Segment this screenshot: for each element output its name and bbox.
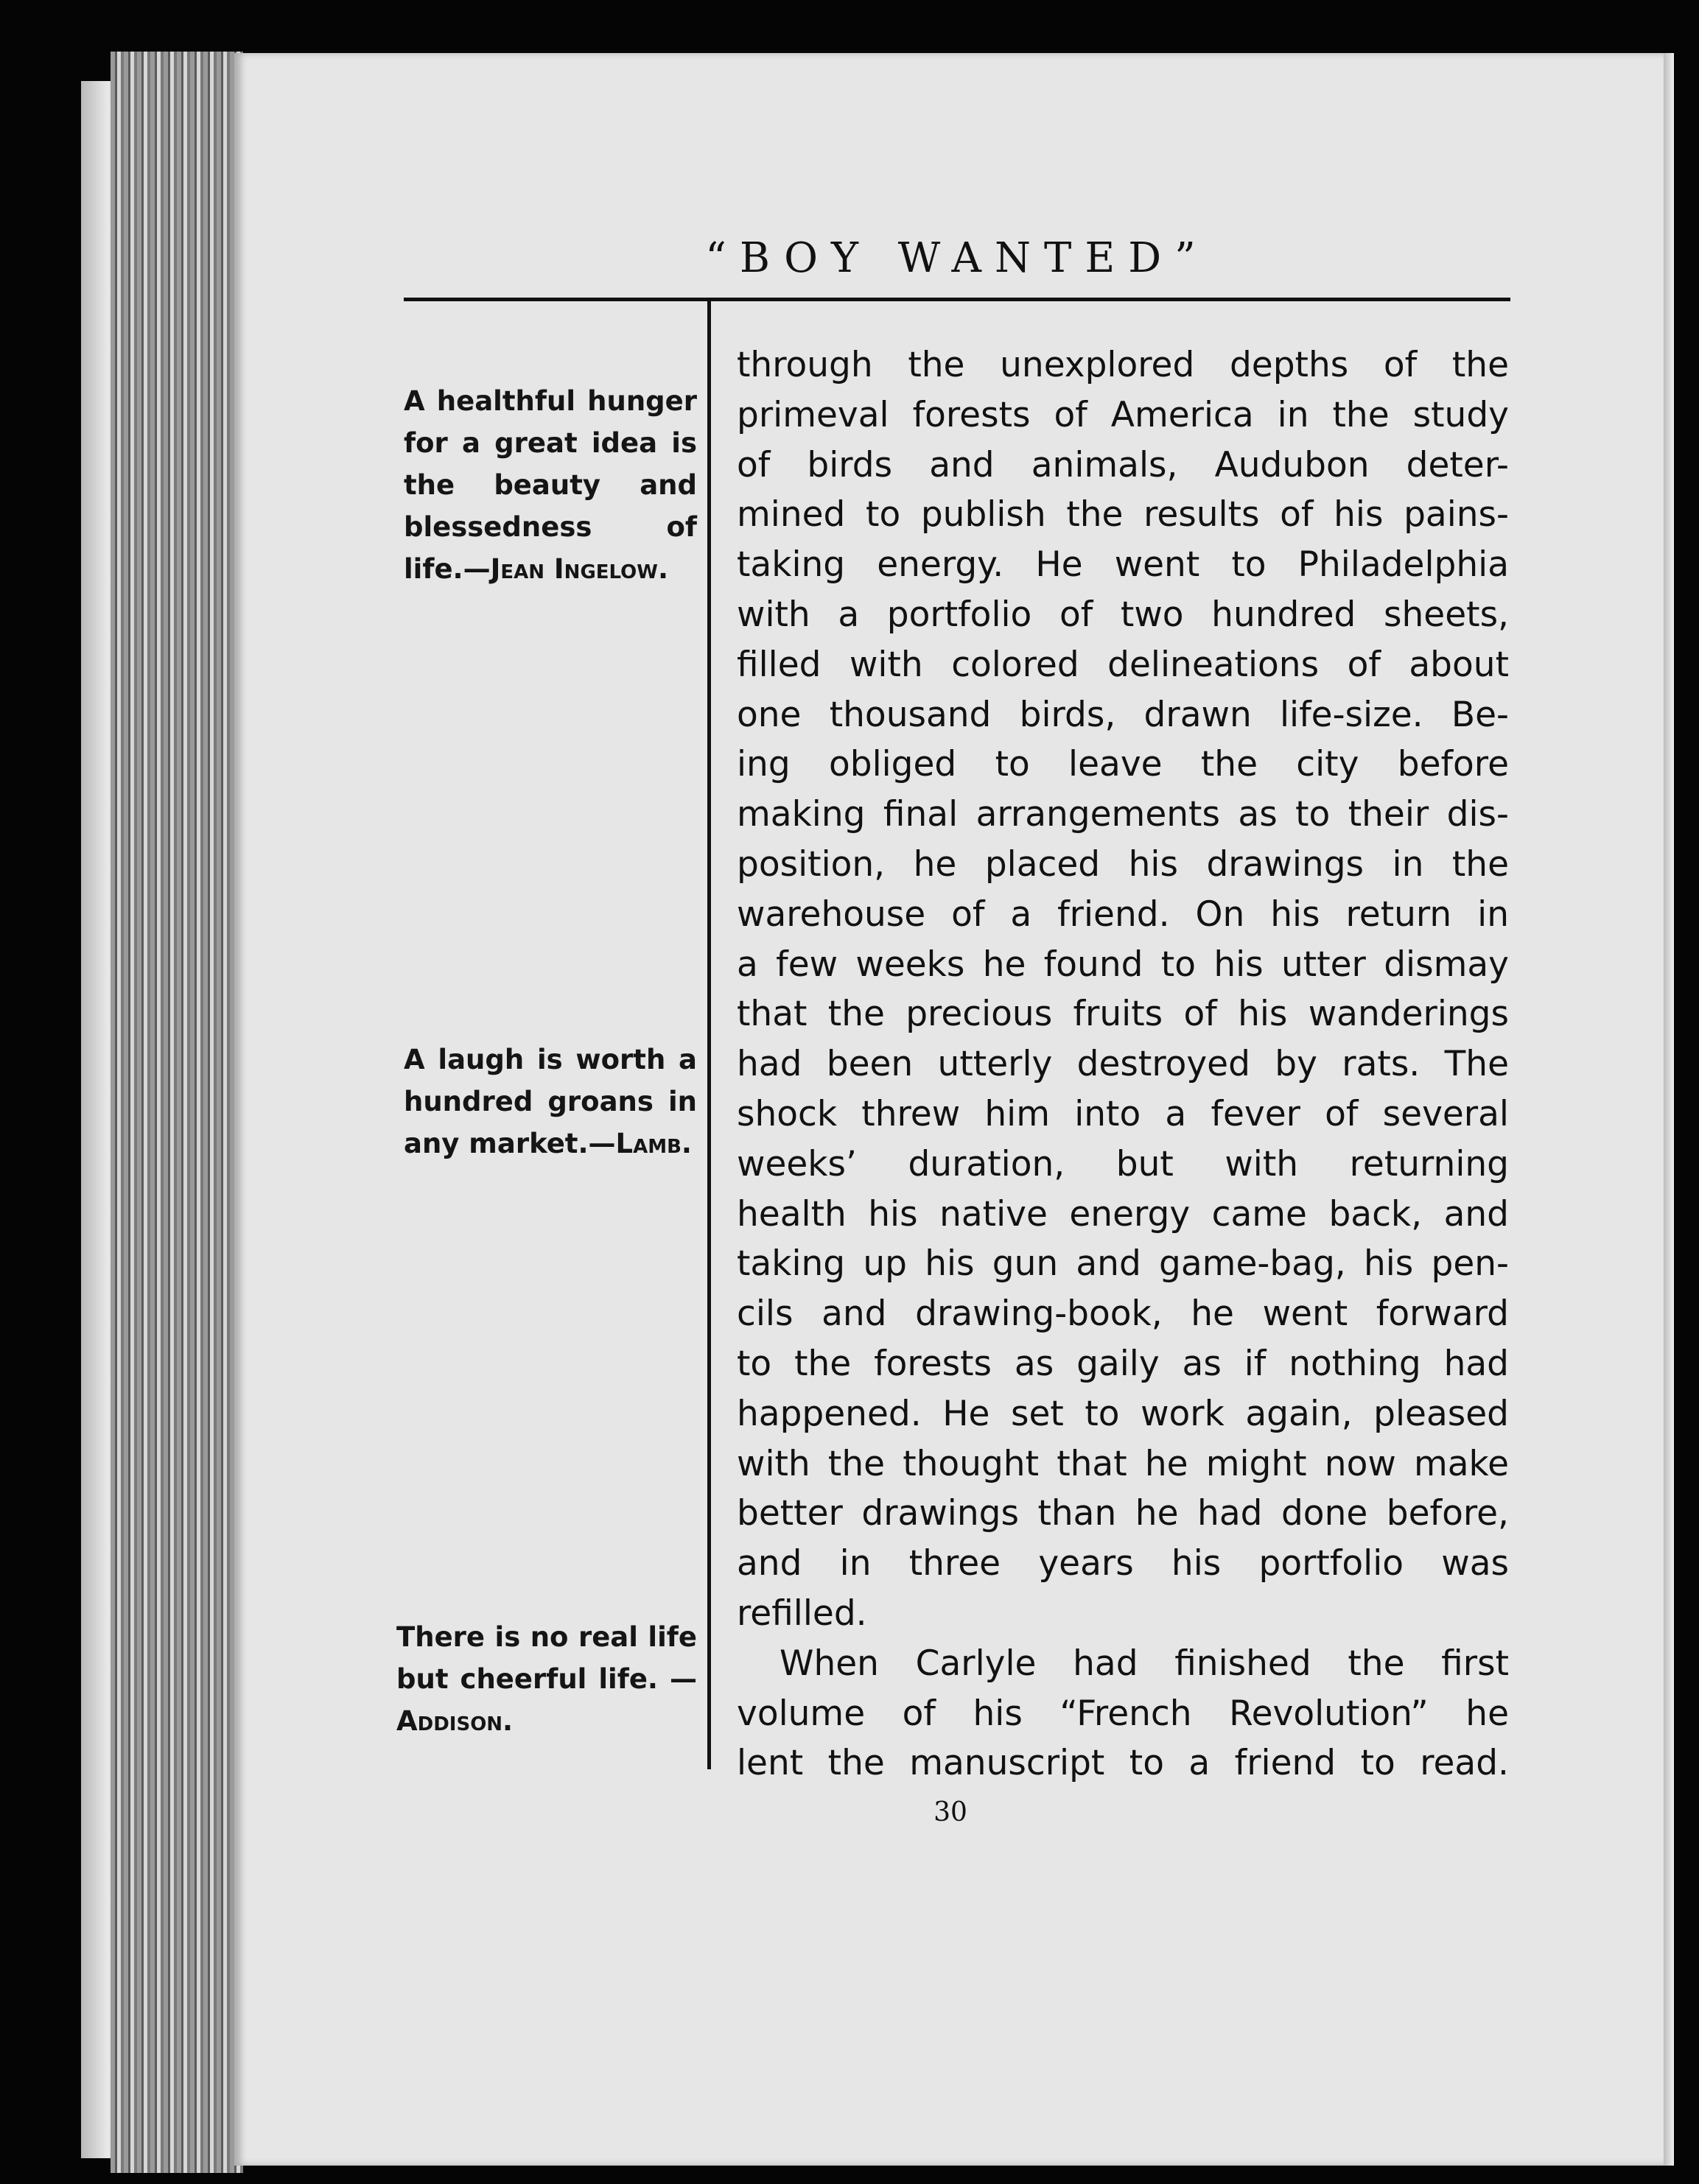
body-line: weeks’ duration, but with returning — [737, 1143, 1509, 1184]
body-line: taking energy. He went to Philadelphia — [737, 544, 1509, 586]
margin-quote-author: Lamb. — [615, 1128, 692, 1159]
body-line: better drawings than he had done before, — [737, 1493, 1509, 1534]
body-line: taking up his gun and game-bag, his pen- — [737, 1243, 1509, 1285]
page-number: 30 — [933, 1797, 967, 1827]
margin-quote-1 — [404, 380, 697, 590]
margin-quote-text: There is no real life but cheerful life. — — [396, 1621, 697, 1695]
margin-quote-author: Jean Ingelow. — [490, 553, 669, 585]
body-line: When Carlyle had finished the first — [780, 1643, 1509, 1684]
body-line: health his native energy came back, and — [737, 1193, 1509, 1235]
margin-quote-author: Addison. — [396, 1705, 514, 1737]
body-line: warehouse of a friend. On his return in — [737, 893, 1509, 935]
body-line: one thousand birds, drawn life-size. Be- — [737, 694, 1509, 735]
margin-quote-text: A healthful hunger for a great idea is the beauty and blessedness of life.— — [404, 385, 697, 585]
body-line: happened. He set to work again, pleased — [737, 1393, 1509, 1434]
body-line: volume of his “French Revolution” he — [737, 1693, 1509, 1734]
body-line: refilled. — [737, 1593, 867, 1634]
body-line: with a portfolio of two hundred sheets, — [737, 594, 1509, 635]
header-rule — [404, 298, 1510, 301]
body-line: lent the manuscript to a friend to read. — [737, 1743, 1509, 1784]
running-head: “BOY WANTED” — [705, 234, 1209, 282]
body-line: to the forests as gaily as if nothing had — [737, 1343, 1509, 1384]
body-line: through the unexplored depths of the — [737, 345, 1509, 385]
margin-quote-2 — [404, 1039, 697, 1165]
body-line: a few weeks he found to his utter dismay — [737, 944, 1509, 985]
body-line: primeval forests of America in the study — [737, 394, 1509, 435]
column-divider — [707, 298, 711, 1769]
body-line: that the precious fruits of his wanderings — [737, 994, 1509, 1035]
body-line: making final arrangements as to their dis- — [737, 794, 1509, 835]
body-line: position, he placed his drawings in the — [737, 843, 1509, 885]
body-line: mined to publish the results of his pains- — [737, 494, 1509, 536]
body-line: shock threw him into a fever of several — [737, 1093, 1509, 1134]
body-line: of birds and animals, Audubon deter- — [737, 444, 1509, 485]
body-line: with the thought that he might now make — [737, 1443, 1509, 1484]
margin-quote-3 — [396, 1616, 697, 1742]
body-line: and in three years his portfolio was — [737, 1543, 1509, 1584]
body-text — [737, 340, 1509, 1788]
body-line: cils and drawing-book, he went forward — [737, 1293, 1509, 1335]
margin-quote-text: A laugh is worth a hundred groans in any market.— — [404, 1044, 697, 1159]
body-line: had been utterly destroyed by rats. The — [737, 1044, 1509, 1085]
book-page-edges — [111, 52, 243, 2173]
body-line: filled with colored delineations of about — [737, 644, 1509, 685]
body-line: ing obliged to leave the city before — [737, 744, 1509, 785]
book-right-edge — [1664, 53, 1674, 2166]
